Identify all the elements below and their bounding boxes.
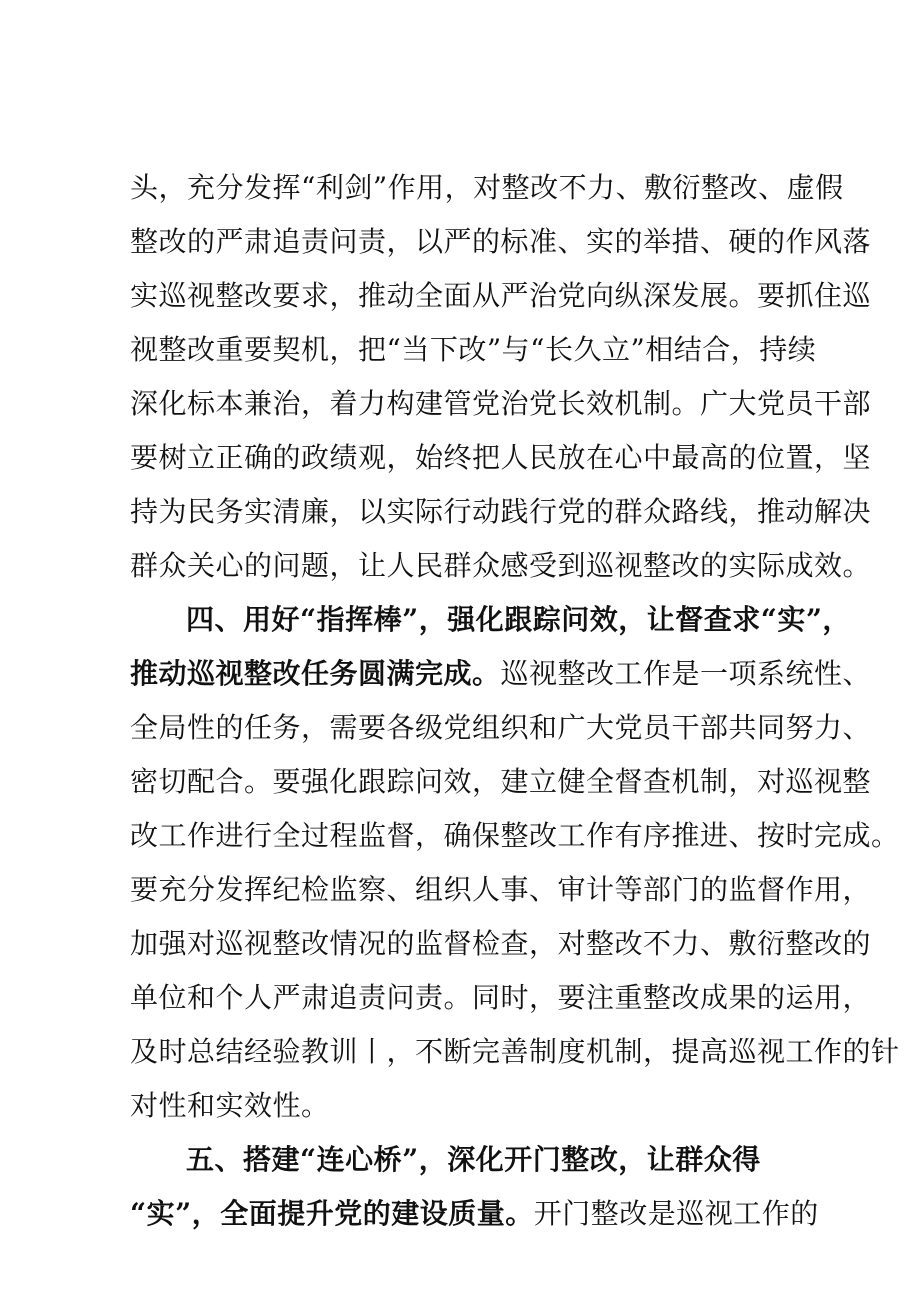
section-4-heading-bold: 推动巡视整改任务圆满完成。: [130, 657, 501, 690]
section-4-heading-continuation: [130, 654, 872, 694]
paragraph-line: 改工作进行全过程监督，确保整改工作有序推进、按时完成。: [130, 819, 900, 852]
section-5-text: 开门整改是巡视工作的: [533, 1197, 819, 1230]
paragraph-line: 视整改重要契机，把“当下改”与“长久立”相结合，持续: [130, 333, 817, 366]
paragraph-line: 整改的严肃追责问责，以严的标准、实的举措、硬的作风落: [130, 225, 872, 258]
paragraph-line: 全局性的任务，需要各级党组织和广大党员干部共同努力、: [130, 711, 872, 744]
section-5-heading-continuation: [130, 1194, 819, 1234]
section-5-heading-bold: “实”，全面提升党的建设质量。: [130, 1197, 534, 1230]
paragraph-line: 深化标本兼治，着力构建管党治党长效机制。广大党员干部: [130, 387, 872, 420]
section-4-heading: 四、用好“指挥棒”，强化跟踪问效，让督查求“实”，: [186, 603, 851, 636]
paragraph-line: 持为民务实清廉，以实际行动践行党的群众路线，推动解决: [130, 495, 872, 528]
paragraph-line: 单位和个人严肃追责问责。同时，要注重整改成果的运用，: [130, 981, 872, 1014]
paragraph-line: 群众关心的问题，让人民群众感受到巡视整改的实际成效。: [130, 549, 872, 582]
paragraph-line: 对性和实效性。: [130, 1089, 330, 1122]
paragraph-line: 实巡视整改要求，推动全面从严治党向纵深发展。要抓住巡: [130, 279, 872, 312]
paragraph-line: 及时总结经验教训丨，不断完善制度机制，提高巡视工作的针: [130, 1035, 900, 1068]
paragraph-line: 头，充分发挥“利剑”作用，对整改不力、敷衍整改、虚假: [130, 171, 844, 204]
section-5-heading: 五、搭建“连心桥”，深化开门整改，让群众得: [186, 1143, 761, 1176]
paragraph-line: 密切配合。要强化跟踪问效，建立健全督查机制，对巡视整: [130, 765, 872, 798]
paragraph-line: 要树立正确的政绩观，始终把人民放在心中最高的位置，坚: [130, 441, 872, 474]
paragraph-line: 要充分发挥纪检监察、组织人事、审计等部门的监督作用，: [130, 873, 872, 906]
paragraph-line: 加强对巡视整改情况的监督检查，对整改不力、敷衍整改的: [130, 927, 872, 960]
section-4-text: 巡视整改工作是一项系统性、: [500, 657, 872, 690]
